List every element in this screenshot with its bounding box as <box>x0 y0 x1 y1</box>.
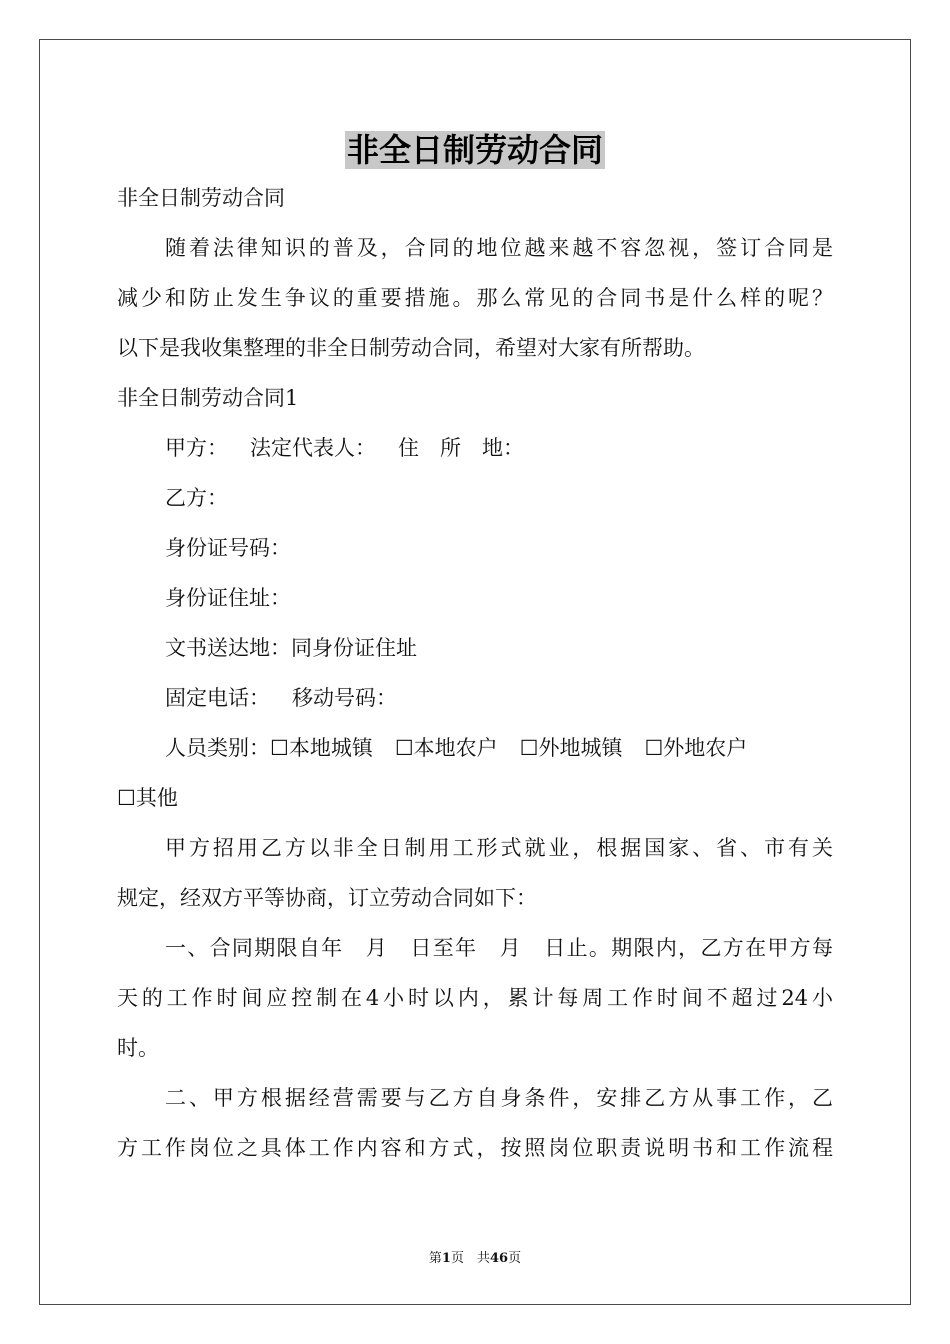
mobile-label: 移动号码： <box>292 686 397 710</box>
body-line-3: 一、合同期限自年 月 日至年 月 日止。期限内，乙方在甲方每 <box>165 936 833 960</box>
address-label: 住 所 地： <box>398 436 524 460</box>
footer-total-pages: 46 <box>489 1251 509 1266</box>
id-number-label: 身份证号码： <box>165 536 291 560</box>
footer-mid: 页 共 <box>450 1251 490 1266</box>
fixed-phone-label: 固定电话： <box>165 686 270 710</box>
body-line-1: 甲方招用乙方以非全日制用工形式就业，根据国家、省、市有关 <box>165 836 833 860</box>
party-a-row <box>165 433 524 463</box>
category-row <box>165 733 747 763</box>
category-local-urban: ☐本地城镇 <box>270 736 373 760</box>
body-line-6: 二、甲方根据经营需要与乙方自身条件，安排乙方从事工作，乙 <box>165 1086 833 1110</box>
legal-rep-label: 法定代表人： <box>250 436 376 460</box>
subtitle: 非全日制劳动合同 <box>117 186 285 210</box>
page-footer <box>0 1247 950 1266</box>
title-text: 非全日制劳动合同 <box>346 131 603 169</box>
section-heading: 非全日制劳动合同1 <box>117 386 299 410</box>
page-border <box>39 39 911 1305</box>
category-nonlocal-rural: ☐外地农户 <box>644 736 748 760</box>
body-line-7: 方工作岗位之具体工作内容和方式，按照岗位职责说明书和工作流程 <box>117 1136 833 1160</box>
intro-line-3: 以下是我收集整理的非全日制劳动合同，希望对大家有所帮助。 <box>117 336 705 360</box>
intro-line-1: 随着法律知识的普及，合同的地位越来越不容忽视，签订合同是 <box>165 236 833 260</box>
id-address-label: 身份证住址： <box>165 586 291 610</box>
party-b-label: 乙方： <box>165 486 228 510</box>
phone-row <box>165 683 397 713</box>
category-local-rural: ☐本地农户 <box>394 736 498 760</box>
delivery-address: 文书送达地：同身份证住址 <box>165 636 417 660</box>
document-title <box>0 128 950 172</box>
footer-prefix: 第 <box>428 1251 442 1266</box>
body-line-5: 时。 <box>117 1036 159 1060</box>
body-line-4: 天的工作时间应控制在4小时以内，累计每周工作时间不超过24小 <box>117 986 833 1010</box>
footer-suffix: 页 <box>508 1251 522 1266</box>
category-other: ☐其他 <box>117 786 178 810</box>
party-a-label: 甲方： <box>165 436 228 460</box>
category-nonlocal-urban: ☐外地城镇 <box>519 736 623 760</box>
footer-page-number: 1 <box>441 1251 451 1266</box>
category-label: 人员类别： <box>165 736 270 760</box>
intro-line-2: 减少和防止发生争议的重要措施。那么常见的合同书是什么样的呢？ <box>117 286 833 310</box>
body-line-2: 规定，经双方平等协商，订立劳动合同如下： <box>117 886 537 910</box>
